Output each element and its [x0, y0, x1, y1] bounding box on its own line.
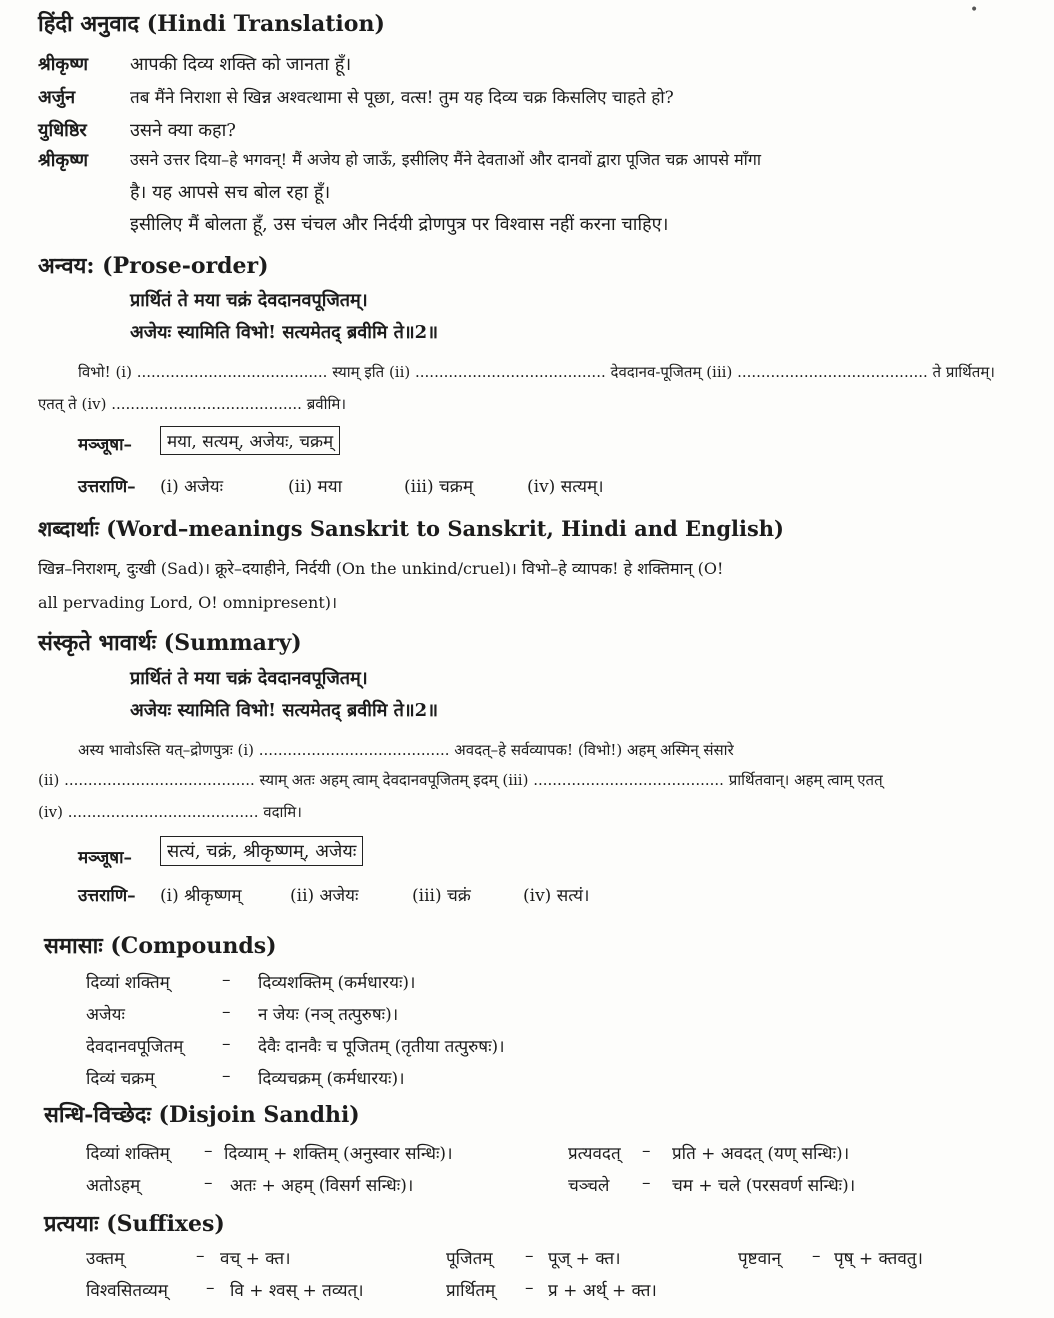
sandhi-split: अतः + अहम् (विसर्ग सन्धिः)। — [230, 1176, 414, 1196]
suffix-dash: – — [196, 1246, 205, 1266]
answer-item: (iv) सत्यम्। — [527, 477, 604, 497]
compound-result: दिव्यचक्रम् (कर्मधारयः)। — [258, 1069, 405, 1089]
dialogue-text: आपकी दिव्य शक्ति को जानता हूँ। — [130, 54, 352, 75]
compound-word: देवदानवपूजितम् — [86, 1037, 184, 1057]
sandhi-word: अतोऽहम् — [86, 1176, 141, 1196]
sandhi-word: दिव्यां शक्तिम् — [86, 1144, 170, 1164]
speaker-label: श्रीकृष्ण — [38, 150, 89, 171]
dialogue-continuation: है। यह आपसे सच बोल रहा हूँ। — [130, 182, 331, 203]
answer-item: (i) अजेयः — [160, 477, 224, 497]
suffix-parts: प्र + अर्थ् + क्त। — [548, 1281, 657, 1301]
compound-word: दिव्यां शक्तिम् — [86, 973, 170, 993]
corner-mark: • — [970, 2, 979, 18]
fill-blank-line: अस्य भावोऽस्ति यत्–द्रोणपुत्रः (i) ........................................ अवदत्–हे सर्वव्यापक! (विभो!) अहम् अस्मिन् संसारे — [78, 741, 734, 759]
suffix-dash: – — [206, 1278, 215, 1298]
answer-item: (iv) सत्यं। — [523, 886, 590, 906]
verse-line: अजेयः स्यामिति विभो! सत्यमेतद् ब्रवीमि ते॥2॥ — [130, 700, 438, 721]
manjusha-label: मञ्जूषा– — [78, 435, 133, 455]
hindi-translation-heading: हिंदी अनुवाद (Hindi Translation) — [38, 11, 385, 37]
dialogue-text: उसने क्या कहा? — [130, 120, 236, 141]
compound-word: अजेयः — [86, 1005, 125, 1025]
word-meanings-heading: शब्दार्थाः (Word–meanings Sanskrit to Sanskrit, Hindi and English) — [38, 516, 784, 541]
word-meanings-text: all pervading Lord, O! omnipresent)। — [38, 593, 338, 612]
sandhi-word: चञ्चले — [568, 1176, 610, 1196]
sandhi-dash: – — [204, 1173, 213, 1193]
suffix-word: उक्तम् — [86, 1249, 125, 1269]
compound-word: दिव्यं चक्रम् — [86, 1069, 155, 1089]
summary-heading: संस्कृते भावार्थः (Summary) — [38, 630, 302, 656]
speaker-label: युधिष्ठिर — [38, 120, 87, 141]
compound-result: देवैः दानवैः च पूजितम् (तृतीया तत्पुरुषः)। — [258, 1037, 505, 1057]
answer-item: (ii) मया — [288, 477, 342, 497]
answer-item: (iii) चक्रं — [412, 886, 471, 906]
compound-result: दिव्यशक्तिम् (कर्मधारयः)। — [258, 973, 416, 993]
compound-result: न जेयः (नञ् तत्पुरुषः)। — [258, 1005, 399, 1025]
dialogue-text: उसने उत्तर दिया–हे भगवन्! मैं अजेय हो जाऊँ, इसीलिए मैंने देवताओं और दानवों द्वारा पूजित चक्र आपसे माँगा — [130, 150, 761, 169]
suffixes-heading: प्रत्ययाः (Suffixes) — [44, 1211, 225, 1237]
suffix-dash: – — [812, 1246, 821, 1266]
manjusha-label: मञ्जूषा– — [78, 848, 133, 868]
compound-dash: – — [222, 1066, 231, 1086]
dialogue-text: तब मैंने निराशा से खिन्न अश्वत्थामा से पूछा, वत्स! तुम यह दिव्य चक्र किसलिए चाहते हो? — [130, 88, 674, 108]
compounds-heading: समासाः (Compounds) — [44, 933, 277, 959]
manjusha-box: मया, सत्यम्, अजेयः, चक्रम् — [160, 426, 340, 455]
answers-label: उत्तराणि– — [78, 886, 136, 906]
compound-dash: – — [222, 1002, 231, 1022]
anvaya-heading: अन्वय: (Prose-order) — [38, 253, 269, 279]
sandhi-dash: – — [204, 1141, 213, 1161]
suffix-parts: पूज् + क्त। — [548, 1249, 621, 1269]
sandhi-split: दिव्याम् + शक्तिम् (अनुस्वार सन्धिः)। — [224, 1144, 453, 1164]
sandhi-split: प्रति + अवदत् (यण् सन्धिः)। — [672, 1144, 850, 1164]
fill-blank-line: (iv) ........................................ वदामि। — [38, 803, 302, 821]
sandhi-dash: – — [642, 1141, 651, 1161]
answer-item: (ii) अजेयः — [290, 886, 359, 906]
sandhi-split: चम + चले (परसवर्ण सन्धिः)। — [672, 1176, 856, 1196]
answers-label: उत्तराणि– — [78, 477, 136, 497]
answer-item: (iii) चक्रम् — [404, 477, 473, 497]
speaker-label: अर्जुन — [38, 87, 76, 108]
suffix-word: पूजितम् — [446, 1249, 493, 1269]
fill-blank-line: (ii) ........................................ स्याम् अतः अहम् त्वाम् देवदानवपूजितम् इदम् (iii) ........................................ प्रार्थितवान्। अहम् त्वाम् एतत् — [38, 771, 883, 789]
dialogue-continuation: इसीलिए मैं बोलता हूँ, उस चंचल और निर्दयी द्रोणपुत्र पर विश्वास नहीं करना चाहिए। — [130, 214, 669, 235]
suffix-word: प्रार्थितम् — [446, 1281, 496, 1301]
suffix-word: विश्वसितव्यम् — [86, 1281, 168, 1301]
manjusha-box: सत्यं, चक्रं, श्रीकृष्णम्, अजेयः — [160, 836, 363, 866]
sandhi-dash: – — [642, 1173, 651, 1193]
compound-dash: – — [222, 970, 231, 990]
speaker-label: श्रीकृष्ण — [38, 54, 89, 75]
suffix-dash: – — [525, 1278, 534, 1298]
compound-dash: – — [222, 1034, 231, 1054]
sandhi-word: प्रत्यवदत् — [568, 1144, 621, 1164]
suffix-parts: वि + श्वस् + तव्यत्। — [230, 1281, 364, 1301]
fill-blank-line: एतत् ते (iv) ........................................ ब्रवीमि। — [38, 395, 347, 413]
verse-line: अजेयः स्यामिति विभो! सत्यमेतद् ब्रवीमि ते॥2॥ — [130, 322, 438, 343]
answer-item: (i) श्रीकृष्णम् — [160, 886, 242, 906]
verse-line: प्रार्थितं ते मया चक्रं देवदानवपूजितम्। — [130, 668, 368, 689]
suffix-parts: पृष् + क्तवतु। — [834, 1249, 923, 1269]
suffix-word: पृष्टवान् — [738, 1249, 781, 1269]
fill-blank-line: विभो! (i) ........................................ स्याम् इति (ii) ........................................ देवदानव-पूजितम् (iii) ........................................ ते प्रार्थितम्। — [78, 363, 995, 381]
word-meanings-text: खिन्न–निराशम्, दुःखी (Sad)। क्रूरे–दयाहीने, निर्दयी (On the unkind/cruel)। विभो–हे व्यापक! हे शक्तिमान् (O! — [38, 559, 724, 578]
verse-line: प्रार्थितं ते मया चक्रं देवदानवपूजितम्। — [130, 290, 368, 311]
suffix-dash: – — [525, 1246, 534, 1266]
suffix-parts: वच् + क्त। — [220, 1249, 291, 1269]
sandhi-heading: सन्धि-विच्छेदः (Disjoin Sandhi) — [44, 1102, 360, 1128]
